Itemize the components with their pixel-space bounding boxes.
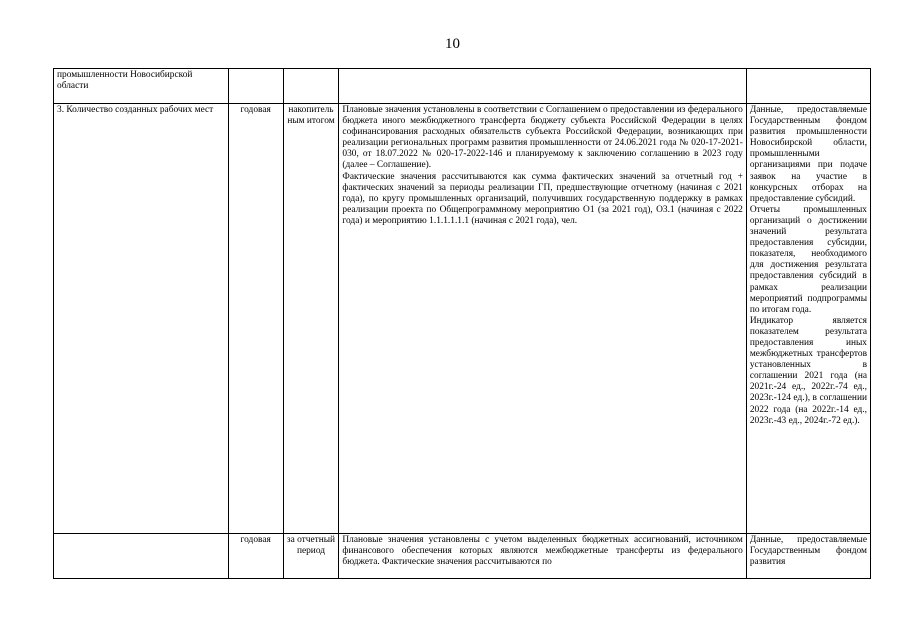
- description-cell: [339, 104, 746, 534]
- indicator-name-cell: [54, 534, 229, 579]
- table-row: [54, 69, 871, 104]
- source-paragraph: Отчеты промышленных организаций о достижении значений результата предоставления субсидии, показателя, необходимого для достижения результата предоставления субсидий в рамках реализации мероприятий подпрограммы по итогам года.: [749, 204, 867, 315]
- periodicity-cell: [228, 69, 283, 104]
- page-number: 10: [445, 36, 460, 52]
- indicator-name-cell: 3. Количество созданных рабочих мест: [54, 104, 229, 534]
- indicator-table: [53, 68, 871, 579]
- source-paragraph: Данные, предоставляемые Государственным фондом развития промышленности Новосибирской области, промышленными организациями при подаче заявок на участие в конкурсных отборах на предоставление субсидий.: [749, 105, 867, 204]
- source-paragraph: Индикатор является показателем результата предоставления иных межбюджетных трансфертов установленных в соглашении 2021 года (на 2021г.-24 ед., 2022г.-74 ед., 2023г.-124 ед.), в соглашении 2022 года (на 2022г.-14 ед., 2023г.-43 ед., 2024г.-72 ед.).: [749, 315, 867, 426]
- source-paragraph: Данные, предоставляемые Государственным фондом развития: [749, 535, 867, 568]
- description-paragraph: Плановые значения установлены с учетом выделенных бюджетных ассигнований, источником финансового обеспечения которых являются межбюджетные трансферты из федерального бюджета. Фактические значения рассчитываются по: [342, 535, 743, 568]
- periodicity-cell: годовая: [228, 104, 283, 534]
- periodicity-cell: годовая: [228, 534, 283, 579]
- calculation-method-cell: за отчетный период: [283, 534, 339, 579]
- source-cell: [746, 534, 870, 579]
- source-cell: [746, 69, 870, 104]
- table-row: [54, 104, 871, 534]
- table-row: [54, 534, 871, 579]
- indicator-name-cell: промышленности Новосибирской области: [54, 69, 229, 104]
- calculation-method-cell: накопитель ным итогом: [283, 104, 339, 534]
- description-cell: [339, 69, 746, 104]
- calculation-method-cell: [283, 69, 339, 104]
- description-cell: [339, 534, 746, 579]
- description-paragraph: Фактические значения рассчитываются как сумма фактических значений за отчетный год + фактических значений за периоды реализации ГП, предшествующие отчетному (начиная с 2021 года), по кругу промышленных организаций, получивших государственную поддержку в рамках реализации проекта по Общепрограммному мероприятию О1 (за 2021 год), О3.1 (начиная с 2022 года) и мероприятию 1.1.1.1.1.1 (начиная с 2021 года), чел.: [342, 171, 743, 226]
- description-paragraph: Плановые значения установлены в соответствии с Соглашением о предоставлении из федерального бюджета иного межбюджетного трансферта бюджету субъекта Российской Федерации в целях софинансирования расходных обязательств субъекта Российской Федерации, возникающих при реализации региональных программ развития промышленности от 24.06.2021 года № 020-17-2021-030, от 18.07.2022 № 020-17-2022-146 и планируемому к заключению соглашению в 2023 году (далее – Соглашение).: [342, 105, 743, 171]
- source-cell: [746, 104, 870, 534]
